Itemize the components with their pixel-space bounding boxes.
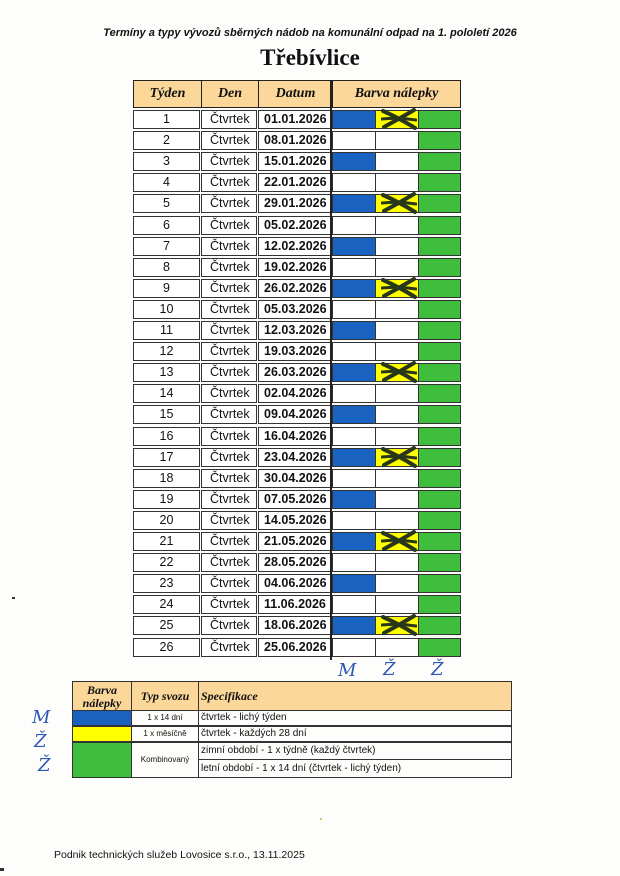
table-row <box>133 490 461 509</box>
day-cell: Čtvrtek <box>201 300 257 319</box>
table-row <box>133 427 461 446</box>
sticker-empty-cell <box>332 469 376 488</box>
day-cell: Čtvrtek <box>201 321 257 340</box>
sticker-empty-cell <box>375 237 419 256</box>
week-cell: 14 <box>133 384 200 403</box>
sticker-green-cell <box>418 427 461 446</box>
day-cell: Čtvrtek <box>201 553 257 572</box>
legend-swatch-blue <box>72 710 132 726</box>
sticker-green-cell <box>418 638 461 657</box>
table-row <box>133 279 461 298</box>
legend-spec-yellow: čtvrtek - každých 28 dní <box>198 726 512 742</box>
day-cell: Čtvrtek <box>201 131 257 150</box>
week-cell: 20 <box>133 511 200 530</box>
sticker-yellow-cell <box>375 363 419 382</box>
handwritten-mark: M <box>338 660 357 681</box>
sticker-blue-cell <box>332 321 376 340</box>
sticker-yellow-cell <box>375 532 419 551</box>
sticker-empty-cell <box>332 131 376 150</box>
table-row <box>133 300 461 319</box>
sticker-empty-cell <box>332 258 376 277</box>
table-row <box>133 194 461 213</box>
date-cell: 14.05.2026 <box>258 511 331 530</box>
date-cell: 12.03.2026 <box>258 321 331 340</box>
sticker-green-cell <box>418 173 461 192</box>
footer-text: Podnik technických služeb Lovosice s.r.o., 13.11.2025 <box>54 849 305 861</box>
schedule-header <box>133 80 461 108</box>
sticker-empty-cell <box>332 342 376 361</box>
week-cell: 24 <box>133 595 200 614</box>
header-week: Týden <box>134 81 202 107</box>
sticker-green-cell <box>418 469 461 488</box>
document-title: Třebívlice <box>260 45 360 70</box>
day-cell: Čtvrtek <box>201 448 257 467</box>
date-cell: 07.05.2026 <box>258 490 331 509</box>
day-cell: Čtvrtek <box>201 342 257 361</box>
table-row <box>133 448 461 467</box>
legend-header-spec: Specifikace <box>198 681 512 711</box>
sticker-empty-cell <box>375 490 419 509</box>
legend-spec-blue: čtvrtek - lichý týden <box>198 710 512 726</box>
day-cell: Čtvrtek <box>201 616 257 635</box>
sticker-empty-cell <box>375 405 419 424</box>
day-cell: Čtvrtek <box>201 490 257 509</box>
scan-speck <box>0 868 4 871</box>
date-cell: 21.05.2026 <box>258 532 331 551</box>
date-cell: 26.03.2026 <box>258 363 331 382</box>
week-cell: 22 <box>133 553 200 572</box>
table-row <box>133 595 461 614</box>
header-day: Den <box>202 81 259 107</box>
table-row <box>133 321 461 340</box>
day-cell: Čtvrtek <box>201 279 257 298</box>
sticker-green-cell <box>418 194 461 213</box>
sticker-empty-cell <box>332 427 376 446</box>
sticker-blue-cell <box>332 237 376 256</box>
sticker-green-cell <box>418 574 461 593</box>
sticker-green-cell <box>418 216 461 235</box>
sticker-green-cell <box>418 490 461 509</box>
legend-header-type: Typ svozu <box>131 681 199 711</box>
day-cell: Čtvrtek <box>201 427 257 446</box>
legend-spec-green-winter: zimní období - 1 x týdně (každý čtvrtek) <box>198 742 512 760</box>
handwritten-mark: Ž <box>383 659 396 680</box>
sticker-empty-cell <box>332 300 376 319</box>
table-row <box>133 511 461 530</box>
date-cell: 18.06.2026 <box>258 616 331 635</box>
week-cell: 5 <box>133 194 200 213</box>
sticker-green-cell <box>418 363 461 382</box>
sticker-green-cell <box>418 384 461 403</box>
table-row <box>133 574 461 593</box>
sticker-empty-cell <box>375 574 419 593</box>
sticker-blue-cell <box>332 279 376 298</box>
week-cell: 13 <box>133 363 200 382</box>
date-cell: 19.03.2026 <box>258 342 331 361</box>
week-cell: 7 <box>133 237 200 256</box>
table-row <box>133 258 461 277</box>
sticker-green-cell <box>418 532 461 551</box>
header-date: Datum <box>259 81 333 107</box>
table-row <box>133 616 461 635</box>
table-row <box>133 152 461 171</box>
sticker-empty-cell <box>332 216 376 235</box>
sticker-green-cell <box>418 131 461 150</box>
sticker-green-cell <box>418 342 461 361</box>
week-cell: 15 <box>133 405 200 424</box>
sticker-blue-cell <box>332 363 376 382</box>
sticker-blue-cell <box>332 490 376 509</box>
date-cell: 25.06.2026 <box>258 638 331 657</box>
sticker-empty-cell <box>375 152 419 171</box>
handwritten-mark: Ž <box>38 755 51 776</box>
week-cell: 18 <box>133 469 200 488</box>
table-row <box>133 342 461 361</box>
week-cell: 26 <box>133 638 200 657</box>
table-row <box>133 532 461 551</box>
date-cell: 02.04.2026 <box>258 384 331 403</box>
week-cell: 8 <box>133 258 200 277</box>
day-cell: Čtvrtek <box>201 363 257 382</box>
day-cell: Čtvrtek <box>201 194 257 213</box>
handwritten-mark: Ž <box>34 731 47 752</box>
date-cell: 22.01.2026 <box>258 173 331 192</box>
date-cell: 26.02.2026 <box>258 279 331 298</box>
day-cell: Čtvrtek <box>201 574 257 593</box>
sticker-empty-cell <box>332 173 376 192</box>
day-cell: Čtvrtek <box>201 405 257 424</box>
table-row <box>133 131 461 150</box>
sticker-empty-cell <box>375 216 419 235</box>
sticker-green-cell <box>418 405 461 424</box>
sticker-green-cell <box>418 300 461 319</box>
table-row <box>133 363 461 382</box>
week-cell: 3 <box>133 152 200 171</box>
sticker-empty-cell <box>375 258 419 277</box>
date-cell: 05.02.2026 <box>258 216 331 235</box>
sticker-yellow-cell <box>375 448 419 467</box>
date-cell: 08.01.2026 <box>258 131 331 150</box>
scan-speck <box>12 597 15 599</box>
table-row <box>133 237 461 256</box>
sticker-empty-cell <box>375 321 419 340</box>
sticker-empty-cell <box>375 553 419 572</box>
sticker-green-cell <box>418 279 461 298</box>
sticker-empty-cell <box>332 595 376 614</box>
week-cell: 25 <box>133 616 200 635</box>
week-cell: 6 <box>133 216 200 235</box>
legend-type-green: Kombinovaný <box>131 742 199 778</box>
week-cell: 2 <box>133 131 200 150</box>
sticker-empty-cell <box>375 511 419 530</box>
week-cell: 19 <box>133 490 200 509</box>
document-subtitle: Termíny a typy vývozů sběrných nádob na komunální odpad na 1. pololetí 2026 <box>103 27 517 39</box>
sticker-green-cell <box>418 152 461 171</box>
sticker-empty-cell <box>332 553 376 572</box>
table-row <box>133 216 461 235</box>
date-cell: 15.01.2026 <box>258 152 331 171</box>
sticker-empty-cell <box>375 595 419 614</box>
sticker-green-cell <box>418 258 461 277</box>
date-cell: 09.04.2026 <box>258 405 331 424</box>
sticker-empty-cell <box>375 638 419 657</box>
day-cell: Čtvrtek <box>201 110 257 129</box>
week-cell: 17 <box>133 448 200 467</box>
sticker-blue-cell <box>332 616 376 635</box>
date-cell: 04.06.2026 <box>258 574 331 593</box>
week-cell: 9 <box>133 279 200 298</box>
legend-swatch-yellow <box>72 726 132 742</box>
table-row <box>133 384 461 403</box>
table-row <box>133 405 461 424</box>
day-cell: Čtvrtek <box>201 384 257 403</box>
week-cell: 1 <box>133 110 200 129</box>
date-cell: 11.06.2026 <box>258 595 331 614</box>
sticker-blue-cell <box>332 152 376 171</box>
sticker-empty-cell <box>332 638 376 657</box>
sticker-empty-cell <box>375 384 419 403</box>
sticker-blue-cell <box>332 194 376 213</box>
date-cell: 30.04.2026 <box>258 469 331 488</box>
sticker-green-cell <box>418 595 461 614</box>
sticker-empty-cell <box>375 300 419 319</box>
scan-speck <box>320 818 322 820</box>
sticker-yellow-cell <box>375 616 419 635</box>
sticker-empty-cell <box>375 427 419 446</box>
week-cell: 4 <box>133 173 200 192</box>
day-cell: Čtvrtek <box>201 511 257 530</box>
table-row <box>133 553 461 572</box>
week-cell: 21 <box>133 532 200 551</box>
sticker-green-cell <box>418 110 461 129</box>
day-cell: Čtvrtek <box>201 237 257 256</box>
date-cell: 05.03.2026 <box>258 300 331 319</box>
header-sticker-color: Barva nálepky <box>354 86 439 101</box>
week-cell: 10 <box>133 300 200 319</box>
sticker-blue-cell <box>332 110 376 129</box>
sticker-empty-cell <box>332 384 376 403</box>
sticker-blue-cell <box>332 574 376 593</box>
handwritten-mark: M <box>32 707 51 728</box>
legend-table <box>72 681 512 778</box>
sticker-empty-cell <box>332 511 376 530</box>
sticker-green-cell <box>418 321 461 340</box>
day-cell: Čtvrtek <box>201 638 257 657</box>
sticker-blue-cell <box>332 532 376 551</box>
day-cell: Čtvrtek <box>201 173 257 192</box>
sticker-green-cell <box>418 511 461 530</box>
week-cell: 23 <box>133 574 200 593</box>
sticker-empty-cell <box>375 469 419 488</box>
day-cell: Čtvrtek <box>201 216 257 235</box>
sticker-green-cell <box>418 237 461 256</box>
sticker-empty-cell <box>375 173 419 192</box>
week-cell: 12 <box>133 342 200 361</box>
legend-type-yellow: 1 x měsíčně <box>131 726 199 742</box>
table-row <box>133 173 461 192</box>
sticker-empty-cell <box>375 342 419 361</box>
day-cell: Čtvrtek <box>201 258 257 277</box>
day-cell: Čtvrtek <box>201 152 257 171</box>
date-cell: 01.01.2026 <box>258 110 331 129</box>
handwritten-mark: Ž <box>431 659 444 680</box>
sticker-blue-cell <box>332 405 376 424</box>
day-cell: Čtvrtek <box>201 469 257 488</box>
day-cell: Čtvrtek <box>201 532 257 551</box>
day-cell: Čtvrtek <box>201 595 257 614</box>
table-row <box>133 469 461 488</box>
legend-header-color: Barva nálepky <box>72 681 132 711</box>
date-cell: 19.02.2026 <box>258 258 331 277</box>
date-cell: 12.02.2026 <box>258 237 331 256</box>
week-cell: 11 <box>133 321 200 340</box>
legend-type-blue: 1 x 14 dní <box>131 710 199 726</box>
column-divider <box>330 80 332 660</box>
legend-spec-green-summer: letní období - 1 x 14 dní (čtvrtek - lichý týden) <box>198 759 512 778</box>
sticker-empty-cell <box>375 131 419 150</box>
date-cell: 23.04.2026 <box>258 448 331 467</box>
date-cell: 16.04.2026 <box>258 427 331 446</box>
legend-swatch-green <box>72 742 132 778</box>
sticker-green-cell <box>418 553 461 572</box>
sticker-blue-cell <box>332 448 376 467</box>
week-cell: 16 <box>133 427 200 446</box>
table-row <box>133 638 461 657</box>
sticker-yellow-cell <box>375 279 419 298</box>
sticker-yellow-cell <box>375 194 419 213</box>
table-row <box>133 110 461 129</box>
sticker-yellow-cell <box>375 110 419 129</box>
sticker-green-cell <box>418 448 461 467</box>
date-cell: 29.01.2026 <box>258 194 331 213</box>
sticker-green-cell <box>418 616 461 635</box>
date-cell: 28.05.2026 <box>258 553 331 572</box>
